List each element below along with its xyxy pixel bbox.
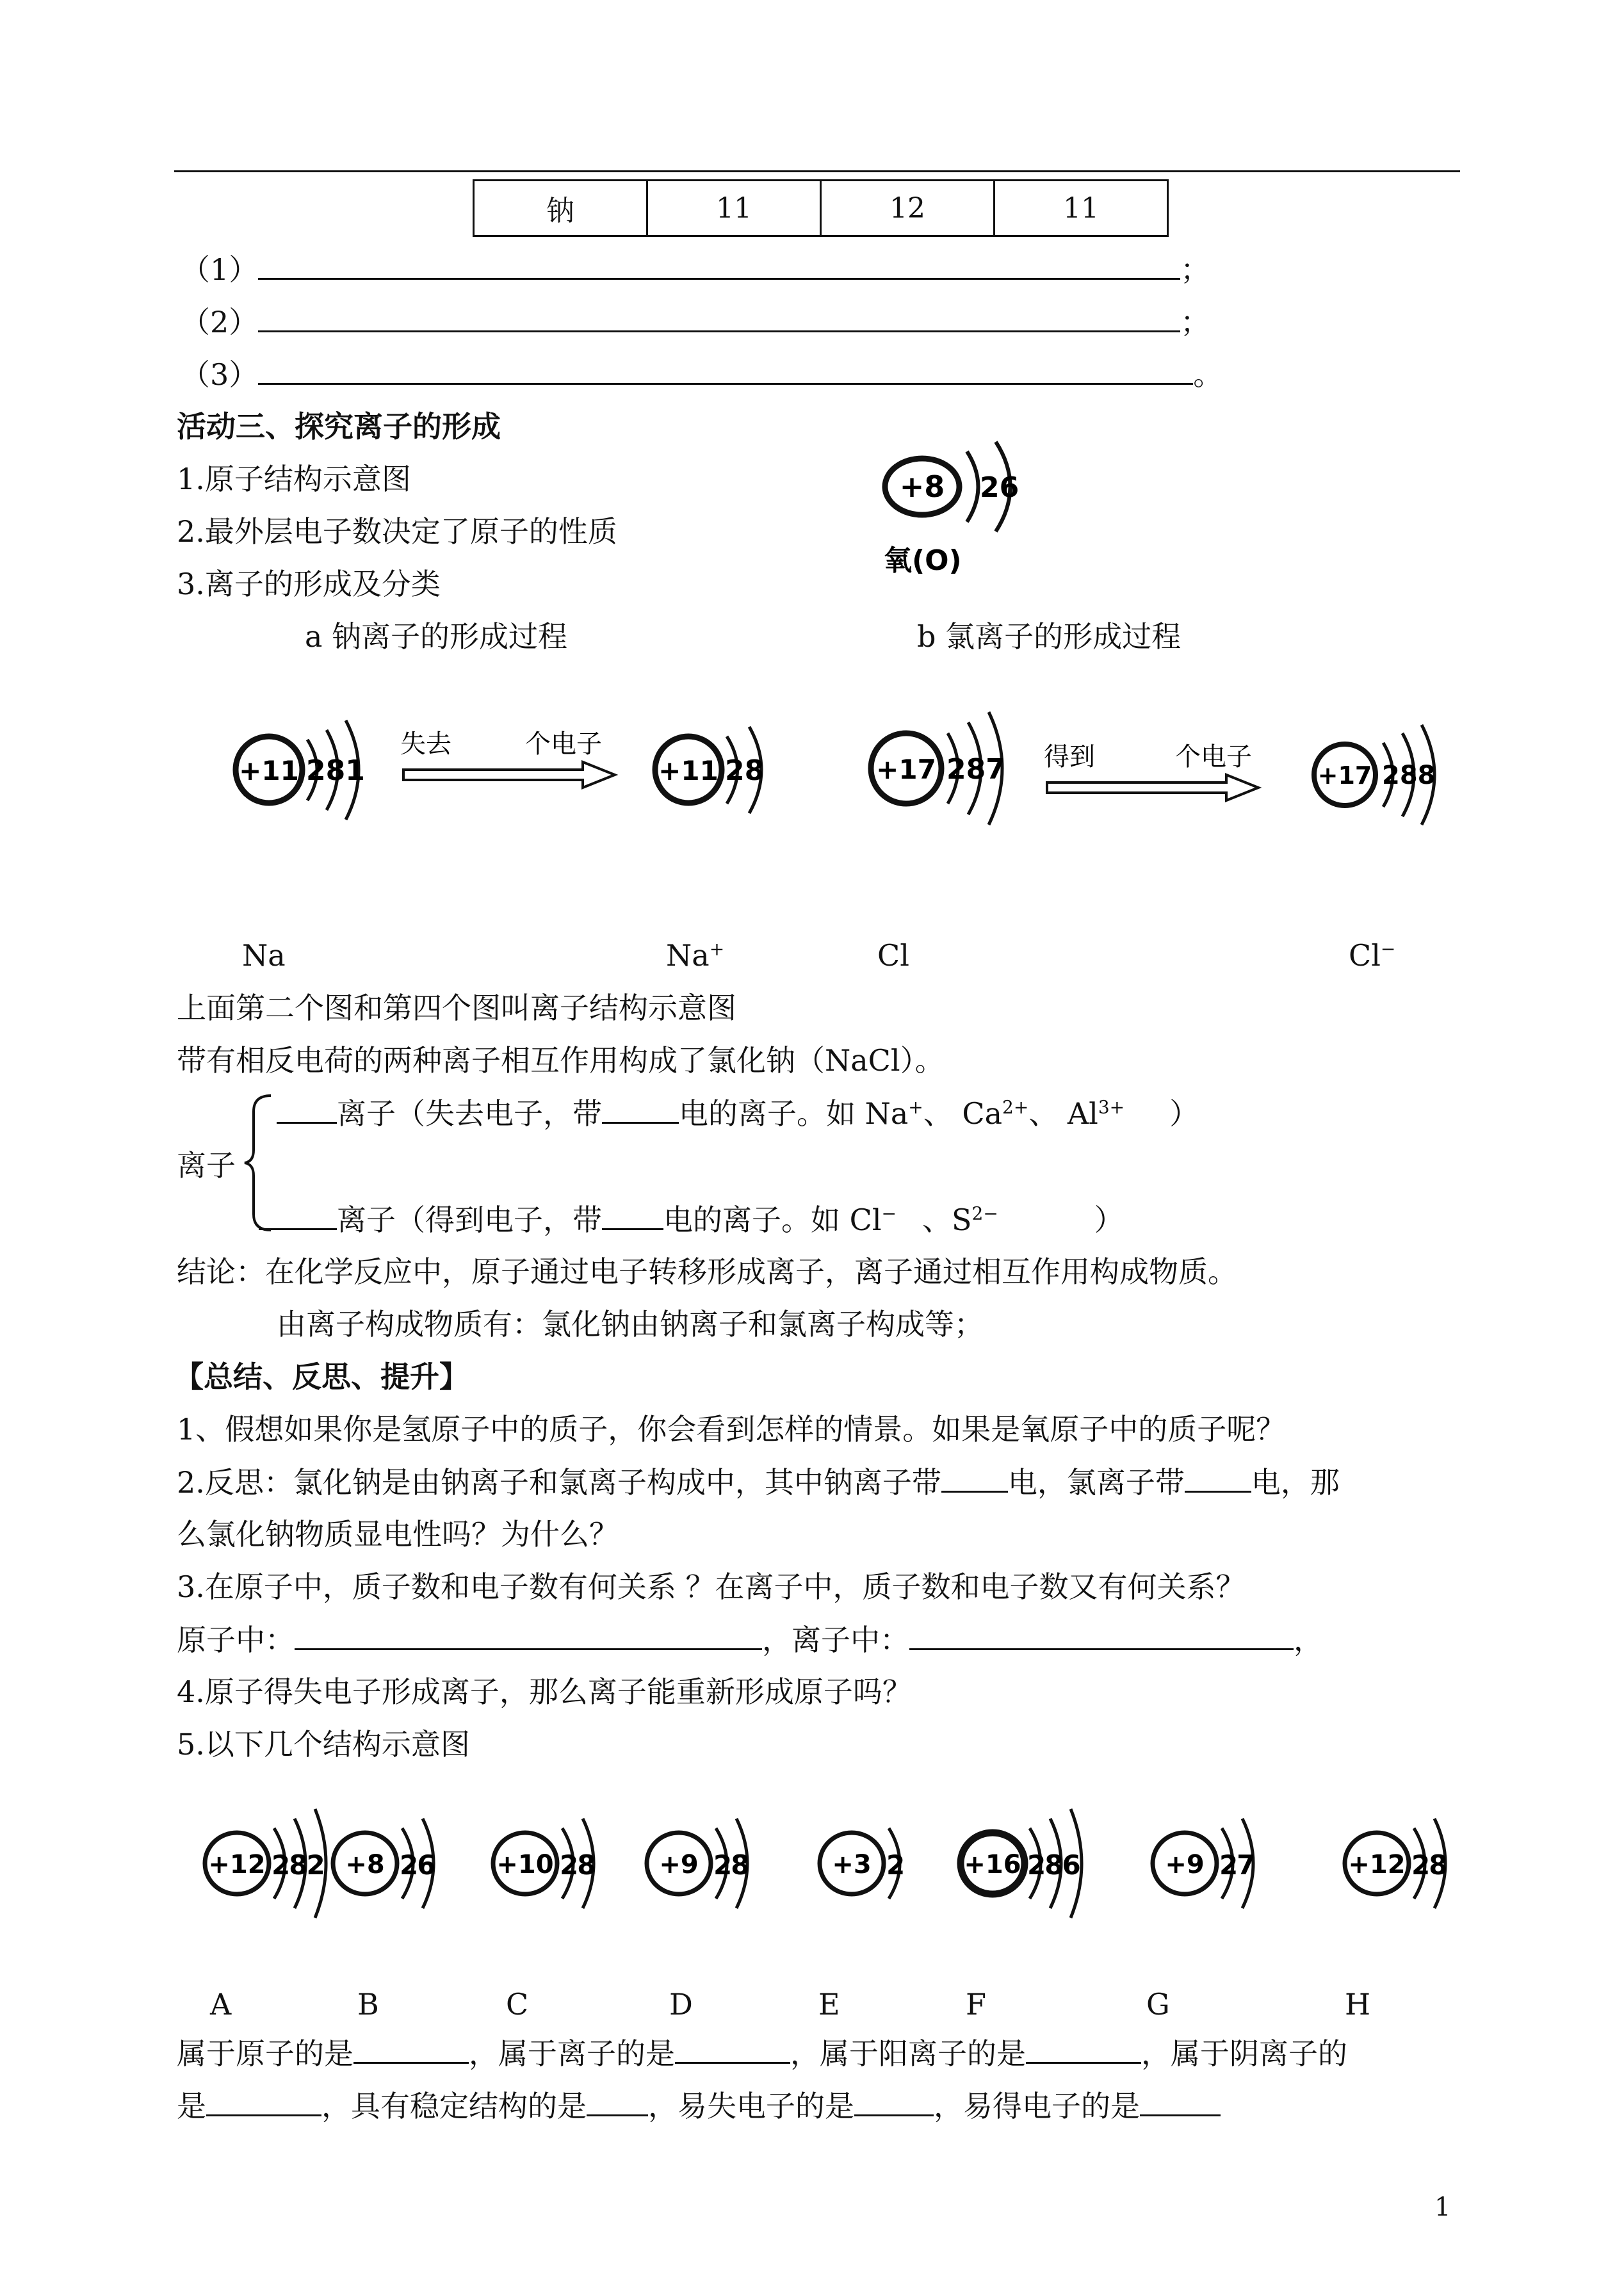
activity3-item-3: 3.离子的形成及分类 xyxy=(177,567,441,601)
sodium-atom-diagram xyxy=(211,711,378,826)
answer-line[interactable] xyxy=(1026,2034,1141,2064)
text-line-1: 上面第二个图和第四个图叫离子结构示意图 xyxy=(177,991,736,1025)
svg-text:个电子: 个电子 xyxy=(1175,742,1252,772)
nucleus-charge: +16 xyxy=(964,1850,1021,1879)
table-cell: 12 xyxy=(821,181,995,236)
svg-text:+11: +11 xyxy=(239,755,299,786)
svg-text:氧(O): 氧(O) xyxy=(884,544,962,577)
diagram-letter: D xyxy=(669,1987,693,2022)
anion-line: 离子（得到电子，带 电的离子。如 Cl− 、$S^{2-}$ ） xyxy=(259,1200,1124,1239)
question-4: 4.原子得失电子形成离子，那么离子能重新形成原子吗？ xyxy=(177,1675,912,1709)
structure-diagram-d xyxy=(634,1780,788,1947)
final-line-2: 是 ，具有稳定结构的是 ，易失电子的是 ，易得电子的是 xyxy=(177,2086,1221,2125)
label-na: Na xyxy=(242,938,286,973)
question-3: 3.在原子中，质子数和电子数有何关系 ？在离子中，质子数和电子数又有何关系？ xyxy=(177,1569,1246,1604)
diagram-letters-row xyxy=(0,1985,1624,2023)
answer-line[interactable] xyxy=(587,2086,648,2116)
sub-heading-b: b 氯离子的形成过程 xyxy=(917,619,1181,654)
answer-line[interactable] xyxy=(675,2034,790,2064)
blank-line-3: （3） 。 xyxy=(181,355,1222,394)
structure-diagram-e xyxy=(807,1780,961,1947)
svg-text:+11: +11 xyxy=(658,755,719,786)
ion-label: 离子 xyxy=(177,1148,236,1183)
table-cell: 钠 xyxy=(474,181,647,236)
label-cl: Cl xyxy=(877,938,909,973)
conclusion-1: 结论：在化学反应中，原子通过电子转移形成离子，离子通过相互作用构成物质。 xyxy=(177,1254,1237,1289)
nucleus-charge: +10 xyxy=(496,1850,554,1879)
gain-electron-arrow xyxy=(1041,736,1271,813)
element-table-row xyxy=(473,179,1169,237)
nucleus-charge: +8 xyxy=(345,1850,385,1879)
table-cell: 11 xyxy=(995,181,1168,236)
structure-diagram-b xyxy=(320,1780,474,1947)
question-5: 5.以下几个结构示意图 xyxy=(177,1727,470,1762)
svg-text:得到: 得到 xyxy=(1044,742,1095,772)
diagram-letter: F xyxy=(966,1987,986,2022)
header-rule xyxy=(174,170,1460,172)
question-3-answers: 原子中： ，离子中： ， xyxy=(177,1620,1323,1659)
nucleus-charge: +12 xyxy=(1348,1850,1406,1879)
nucleus-charge: +9 xyxy=(659,1850,699,1879)
question-2-cont: 么氯化钠物质显电性吗？为什么？ xyxy=(177,1517,619,1552)
diagram-letter: C xyxy=(506,1987,529,2022)
answer-line[interactable] xyxy=(941,1463,1008,1493)
diagram-letter: G xyxy=(1146,1987,1170,2022)
structure-diagram-f xyxy=(948,1780,1101,1947)
svg-text:+17: +17 xyxy=(1317,761,1372,790)
question-2: 2.反思：氯化钠是由钠离子和氯离子构成中，其中钠离子带 电，氯离子带 电，那 xyxy=(177,1463,1340,1502)
diagram-letter: B xyxy=(357,1987,379,2022)
answer-line[interactable] xyxy=(206,2086,321,2116)
shell-electrons: 28 xyxy=(713,1849,749,1881)
shell-electrons: 26 xyxy=(400,1849,435,1881)
chloride-ion-diagram xyxy=(1300,717,1454,832)
answer-line[interactable] xyxy=(259,1200,337,1230)
sub-heading-a: a 钠离子的形成过程 xyxy=(305,619,568,654)
shell-electrons: 286 xyxy=(1027,1849,1080,1881)
answer-line[interactable] xyxy=(854,2086,934,2116)
svg-text:失去: 失去 xyxy=(400,729,451,759)
svg-text:28: 28 xyxy=(725,754,765,787)
diagram-letter: E xyxy=(818,1987,840,2022)
chlorine-atom-diagram xyxy=(852,704,1018,832)
diagram-letter: A xyxy=(210,1987,232,2022)
text-line-2: 带有相反电荷的两种离子相互作用构成了氯化钠（NaCl）。 xyxy=(177,1043,945,1078)
answer-line[interactable] xyxy=(258,355,1193,385)
nucleus-charge: +9 xyxy=(1165,1850,1205,1879)
svg-text:+17: +17 xyxy=(876,754,936,785)
svg-text:个电子: 个电子 xyxy=(525,729,602,759)
blank-line-1: （1） ； xyxy=(181,250,1210,289)
structure-diagrams-row xyxy=(0,1780,1624,1947)
svg-text:281: 281 xyxy=(306,754,365,787)
label-cl-ion: Cl− xyxy=(1349,938,1396,973)
conclusion-2: 由离子构成物质有：氯化钠由钠离子和氯离子构成等； xyxy=(277,1307,984,1342)
answer-line[interactable] xyxy=(909,1620,1294,1650)
sodium-ion-diagram xyxy=(640,711,788,826)
svg-text:287: 287 xyxy=(946,753,1005,786)
activity3-item-2: 2.最外层电子数决定了原子的性质 xyxy=(177,514,617,549)
svg-text:+8: +8 xyxy=(899,469,945,504)
table-cell: 11 xyxy=(647,181,821,236)
final-line-1: 属于原子的是 ，属于离子的是 ，属于阳离子的是 ，属于阴离子的 xyxy=(177,2034,1347,2073)
blank-line-2: （2） ； xyxy=(181,302,1210,341)
activity3-heading: 活动三、探究离子的形成 xyxy=(177,409,501,444)
cation-line: 离子（失去电子，带 电的离子。如 Na+、 $Ca^{2+}$、 $Al^{3+}$ ） xyxy=(277,1094,1199,1133)
lose-electron-arrow xyxy=(397,724,628,800)
structure-diagram-c xyxy=(480,1780,634,1947)
shell-electrons: 28 xyxy=(560,1849,595,1881)
label-na-ion: Na+ xyxy=(666,938,725,973)
answer-line[interactable] xyxy=(1185,1463,1251,1493)
nucleus-charge: +12 xyxy=(208,1850,266,1879)
answer-line[interactable] xyxy=(277,1094,337,1124)
answer-line[interactable] xyxy=(258,302,1180,332)
shell-electrons: 2 xyxy=(886,1849,904,1881)
answer-line[interactable] xyxy=(258,250,1180,280)
nucleus-charge: +3 xyxy=(832,1850,872,1879)
structure-diagram-g xyxy=(1140,1780,1294,1947)
answer-line[interactable] xyxy=(602,1094,679,1124)
svg-text:288: 288 xyxy=(1382,761,1436,790)
shell-electrons: 27 xyxy=(1219,1849,1255,1881)
answer-line[interactable] xyxy=(1140,2086,1221,2116)
page-number: 1 xyxy=(1434,2193,1451,2222)
oxygen-atom-diagram xyxy=(871,429,1063,589)
summary-heading: 【总结、反思、提升】 xyxy=(174,1359,469,1394)
activity3-item-1: 1.原子结构示意图 xyxy=(177,462,411,496)
answer-line[interactable] xyxy=(295,1620,762,1650)
answer-line[interactable] xyxy=(353,2034,469,2064)
diagram-letter: H xyxy=(1345,1987,1371,2022)
shell-electrons: 282 xyxy=(272,1849,324,1881)
svg-text:26: 26 xyxy=(980,471,1019,504)
structure-diagram-h xyxy=(1332,1780,1486,1947)
question-1: 1、假想如果你是氢原子中的质子，你会看到怎样的情景。如果是氧原子中的质子呢？ xyxy=(177,1412,1286,1447)
shell-electrons: 28 xyxy=(1411,1849,1447,1881)
answer-line[interactable] xyxy=(602,1200,663,1230)
